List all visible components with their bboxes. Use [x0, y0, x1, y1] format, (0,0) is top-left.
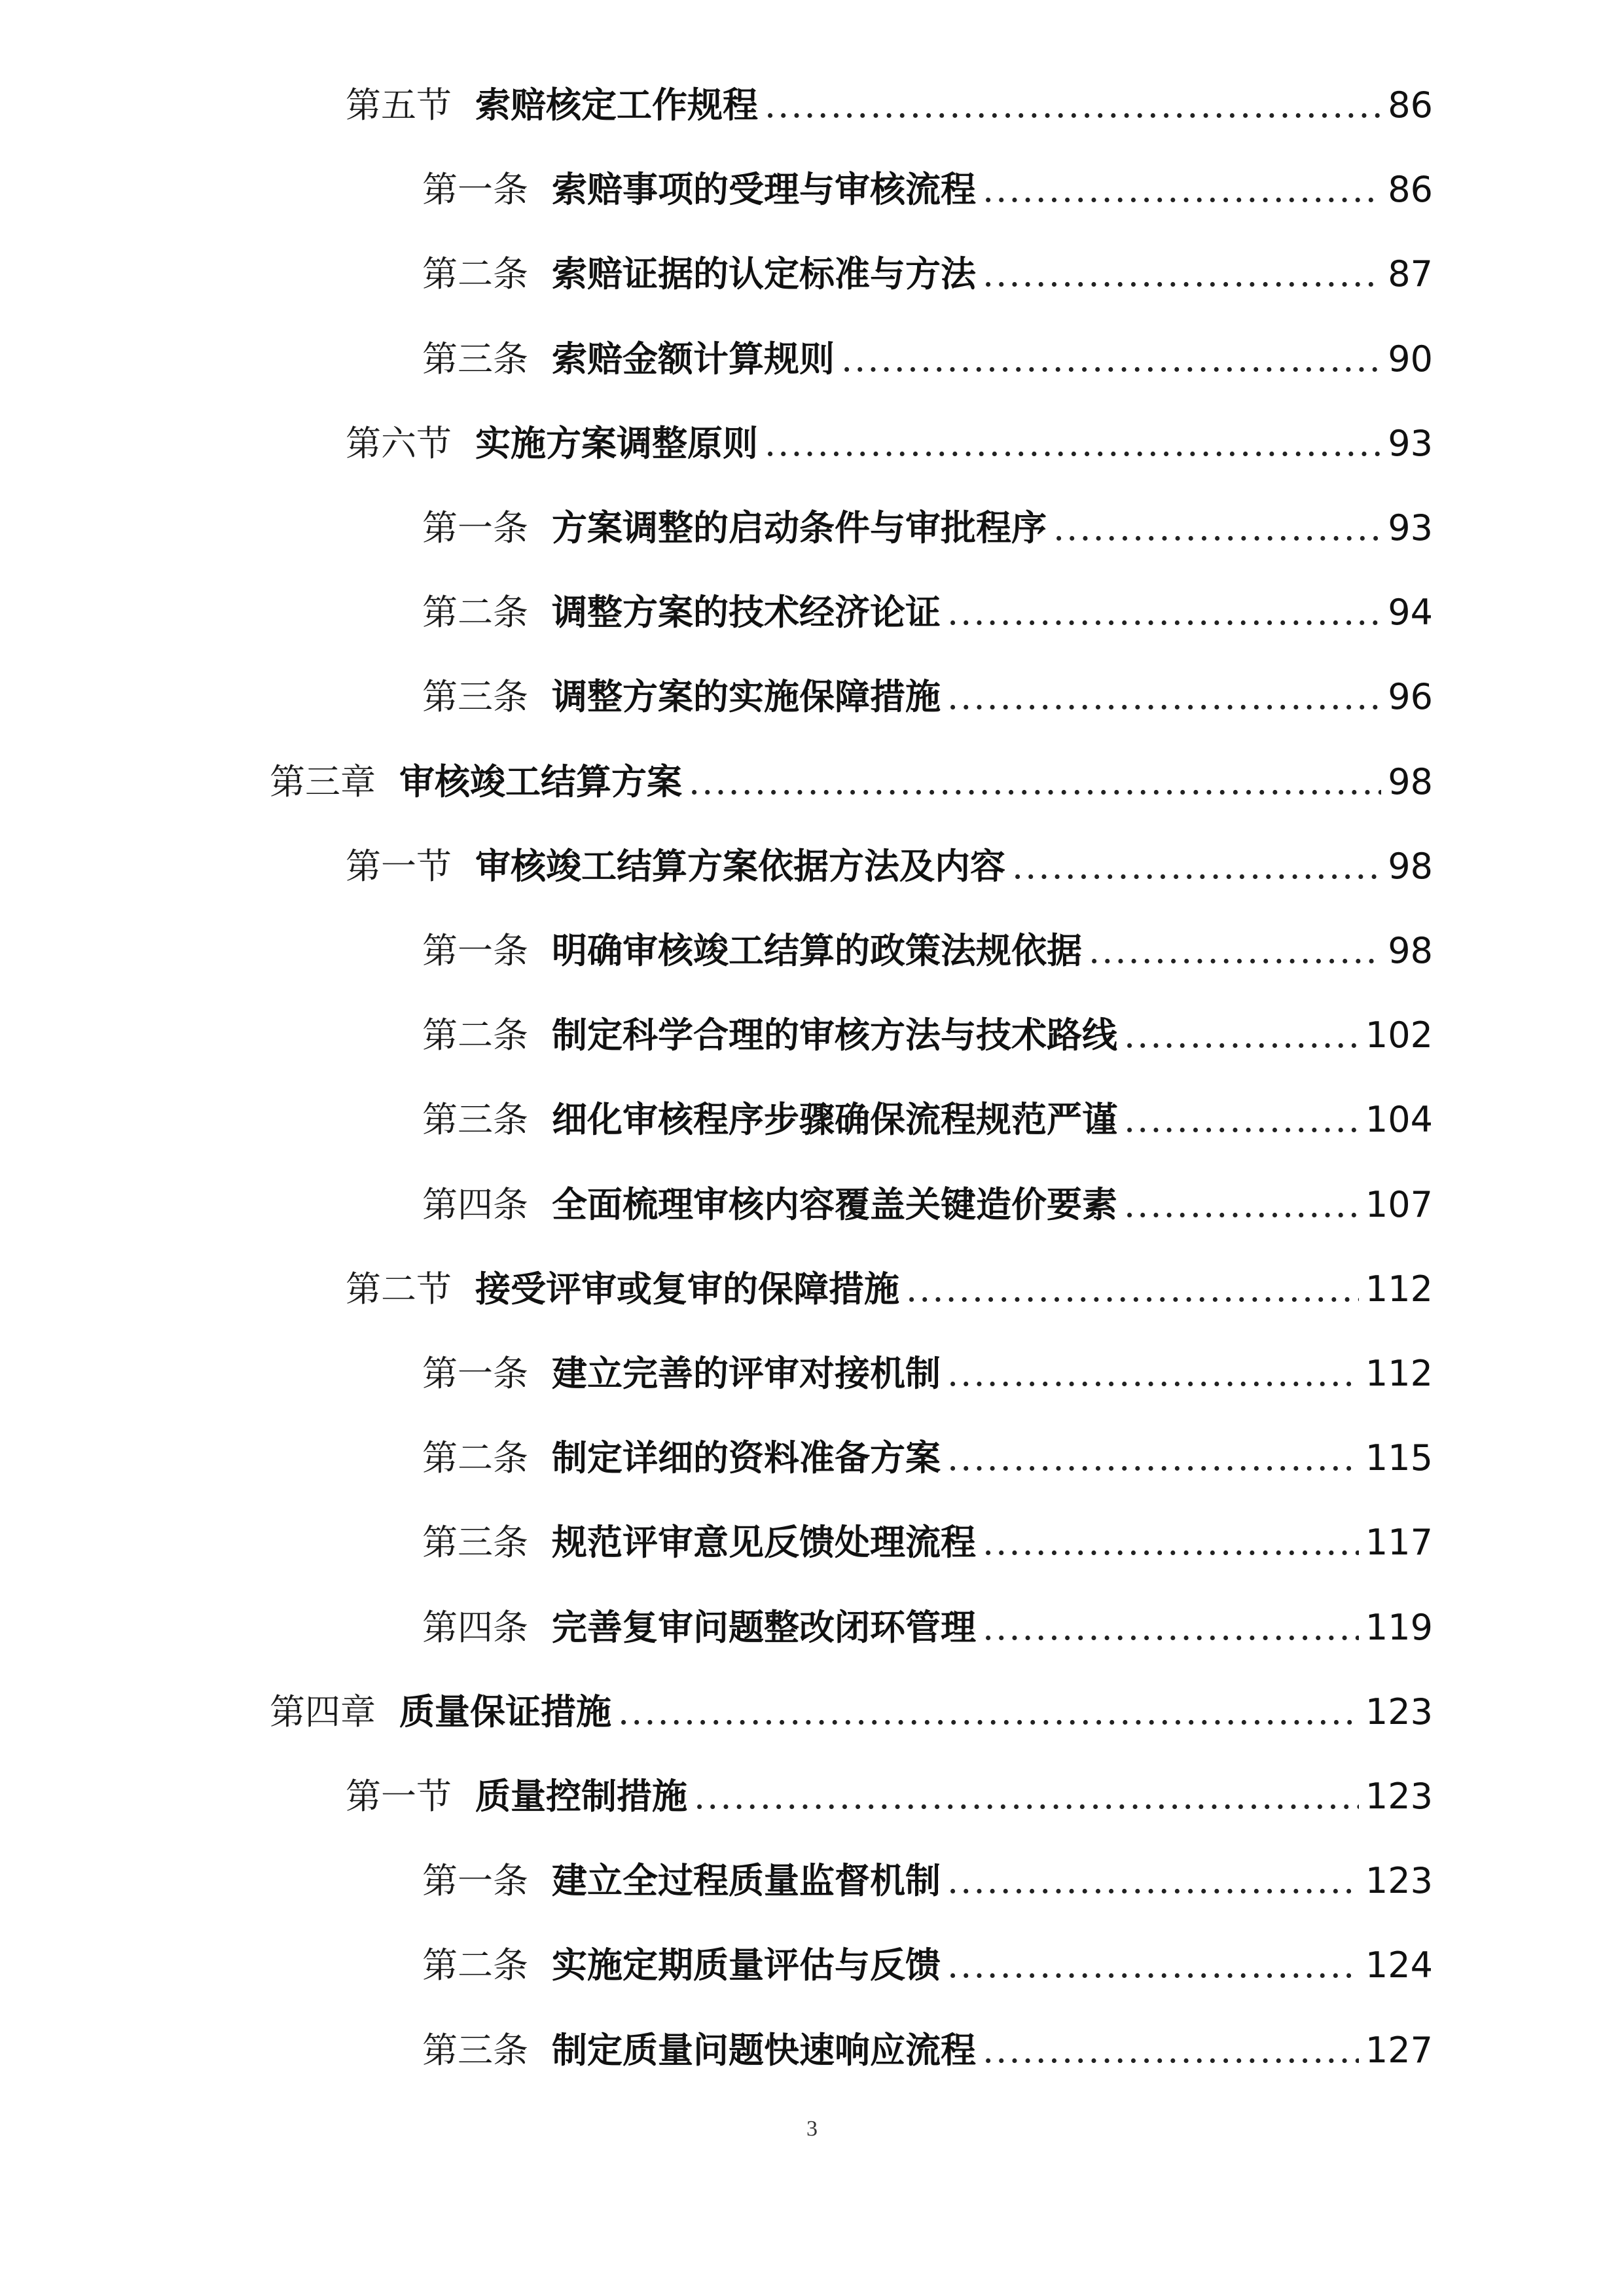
toc-entry-article — [422, 1175, 1433, 1234]
toc-entry-title: 索赔金额计算规则 — [552, 337, 835, 380]
toc-entry-article — [422, 2020, 1433, 2079]
toc-entry-page: 112 — [1365, 1353, 1433, 1394]
dot-leader — [983, 160, 1381, 219]
dot-leader — [694, 1767, 1359, 1826]
toc-entry-article — [422, 1090, 1433, 1149]
toc-entry-page: 86 — [1388, 84, 1433, 126]
toc-entry-title: 接受评审或复审的保障措施 — [475, 1267, 899, 1310]
toc-entry-number: 第五节 — [346, 84, 452, 126]
toc-entry-page: 98 — [1388, 761, 1433, 802]
toc-entry-page: 107 — [1365, 1183, 1433, 1225]
toc-entry-page: 123 — [1365, 1776, 1433, 1817]
toc-entry-page: 115 — [1365, 1437, 1433, 1479]
toc-entry-title: 索赔核定工作规程 — [475, 84, 758, 126]
dot-leader — [906, 1260, 1359, 1319]
dot-leader — [841, 330, 1381, 389]
toc-entry-title: 建立全过程质量监督机制 — [552, 1859, 941, 1902]
toc-entry-chapter — [270, 1682, 1433, 1741]
toc-entry-article — [422, 1851, 1433, 1910]
toc-entry-number: 第一条 — [422, 1353, 528, 1394]
toc-entry-chapter — [270, 752, 1433, 811]
toc-entry-number: 第二条 — [422, 1945, 528, 1986]
toc-entry-number: 第二条 — [422, 253, 528, 295]
toc-entry-title: 制定科学合理的审核方法与技术路线 — [552, 1014, 1117, 1056]
toc-entry-section — [346, 1259, 1433, 1318]
dot-leader — [983, 245, 1381, 304]
toc-entry-page: 112 — [1365, 1268, 1433, 1310]
dot-leader — [618, 1683, 1359, 1742]
toc-entry-title: 完善复审问题整改闭环管理 — [552, 1605, 976, 1648]
dot-leader — [947, 1429, 1359, 1488]
toc-entry-page: 123 — [1365, 1691, 1433, 1732]
toc-entry-article — [422, 1005, 1433, 1064]
toc-entry-article — [422, 583, 1433, 641]
toc-entry-number: 第一条 — [422, 1860, 528, 1902]
toc-entry-title: 建立完善的评审对接机制 — [552, 1352, 941, 1394]
toc-entry-article — [422, 1344, 1433, 1403]
toc-entry-number: 第二条 — [422, 1437, 528, 1479]
toc-entry-title: 方案调整的启动条件与审批程序 — [552, 507, 1047, 548]
toc-entry-page: 127 — [1365, 2029, 1433, 2071]
toc-entry-article — [422, 1935, 1433, 1994]
toc-entry-title: 调整方案的实施保障措施 — [552, 675, 941, 718]
dot-leader — [983, 1513, 1359, 1572]
toc-entry-title: 审核竣工结算方案 — [399, 760, 682, 802]
toc-entry-number: 第一条 — [422, 930, 528, 971]
dot-leader — [983, 2021, 1359, 2080]
toc-entry-article — [422, 160, 1433, 219]
toc-entry-title: 明确审核竣工结算的政策法规依据 — [552, 929, 1082, 971]
toc-entry-number: 第二条 — [422, 1014, 528, 1056]
dot-leader — [689, 753, 1381, 812]
toc-entry-page: 104 — [1365, 1099, 1433, 1141]
toc-entry-title: 质量控制措施 — [475, 1775, 687, 1817]
dot-leader — [947, 583, 1381, 642]
toc-entry-page: 93 — [1388, 507, 1433, 548]
toc-entry-number: 第三条 — [422, 1522, 528, 1564]
toc-entry-article — [422, 921, 1433, 980]
dot-leader — [947, 1936, 1359, 1995]
toc-entry-number: 第一节 — [346, 1776, 452, 1817]
toc-entry-page: 90 — [1388, 338, 1433, 380]
dot-leader — [765, 414, 1381, 473]
toc-entry-number: 第三条 — [422, 2029, 528, 2071]
toc-entry-page: 94 — [1388, 592, 1433, 634]
toc-entry-title: 实施定期质量评估与反馈 — [552, 1944, 941, 1986]
toc-entry-page: 98 — [1388, 930, 1433, 971]
toc-entry-page: 87 — [1388, 253, 1433, 295]
toc-entry-title: 索赔事项的受理与审核流程 — [552, 168, 976, 211]
toc-entry-number: 第三条 — [422, 1099, 528, 1141]
toc-entry-page: 96 — [1388, 676, 1433, 718]
toc-entry-number: 第四章 — [270, 1691, 376, 1732]
toc-entry-page: 124 — [1365, 1945, 1433, 1986]
toc-entry-page: 119 — [1365, 1606, 1433, 1648]
dot-leader — [983, 1598, 1359, 1657]
toc-entry-title: 细化审核程序步骤确保流程规范严谨 — [552, 1098, 1117, 1141]
toc-entry-page: 98 — [1388, 845, 1433, 887]
toc-entry-section — [346, 1767, 1433, 1825]
page-number: 3 — [806, 2117, 818, 2141]
dot-leader — [765, 76, 1381, 135]
toc-entry-title: 全面梳理审核内容覆盖关键造价要素 — [552, 1183, 1117, 1225]
toc-entry-title: 调整方案的技术经济论证 — [552, 591, 941, 634]
toc-entry-number: 第一节 — [346, 845, 452, 887]
toc-entry-number: 第四条 — [422, 1183, 528, 1225]
toc-entry-title: 审核竣工结算方案依据方法及内容 — [475, 844, 1005, 887]
toc-entry-number: 第四条 — [422, 1606, 528, 1648]
toc-entry-number: 第一条 — [422, 169, 528, 211]
dot-leader — [947, 668, 1381, 726]
dot-leader — [1124, 1175, 1359, 1234]
toc-entry-title: 质量保证措施 — [399, 1690, 611, 1732]
toc-entry-title: 规范评审意见反馈处理流程 — [552, 1521, 976, 1564]
dot-leader — [947, 1852, 1359, 1910]
dot-leader — [1012, 837, 1381, 896]
toc-entry-number: 第三章 — [270, 761, 376, 802]
toc-entry-article — [422, 1598, 1433, 1657]
toc-entry-article — [422, 667, 1433, 726]
toc-entry-number: 第一条 — [422, 507, 528, 548]
toc-entry-article — [422, 1513, 1433, 1571]
toc-entry-article — [422, 1428, 1433, 1487]
toc-entry-page: 117 — [1365, 1522, 1433, 1564]
dot-leader — [1124, 1006, 1359, 1065]
toc-entry-number: 第三条 — [422, 676, 528, 718]
toc-entry-title: 制定详细的资料准备方案 — [552, 1437, 941, 1479]
toc-entry-article — [422, 244, 1433, 303]
toc-entry-title: 索赔证据的认定标准与方法 — [552, 253, 976, 295]
toc-entry-number: 第二节 — [346, 1268, 452, 1310]
toc-entry-section — [346, 414, 1433, 473]
toc-entry-title: 实施方案调整原则 — [475, 422, 758, 464]
dot-leader — [947, 1344, 1359, 1403]
toc-entry-page: 86 — [1388, 169, 1433, 211]
toc-entry-section — [346, 836, 1433, 895]
toc-entry-section — [346, 75, 1433, 134]
dot-leader — [1124, 1090, 1359, 1149]
toc-entry-number: 第三条 — [422, 338, 528, 380]
toc-entry-article — [422, 329, 1433, 388]
toc-entry-page: 102 — [1365, 1014, 1433, 1056]
toc-entry-number: 第六节 — [346, 422, 452, 464]
toc-entry-number: 第二条 — [422, 592, 528, 634]
dot-leader — [1053, 499, 1381, 558]
toc-entry-title: 制定质量问题快速响应流程 — [552, 2028, 976, 2071]
dot-leader — [1089, 922, 1381, 980]
toc-entry-page: 93 — [1388, 422, 1433, 464]
toc-entry-page: 123 — [1365, 1860, 1433, 1902]
toc-entry-article — [422, 498, 1433, 557]
